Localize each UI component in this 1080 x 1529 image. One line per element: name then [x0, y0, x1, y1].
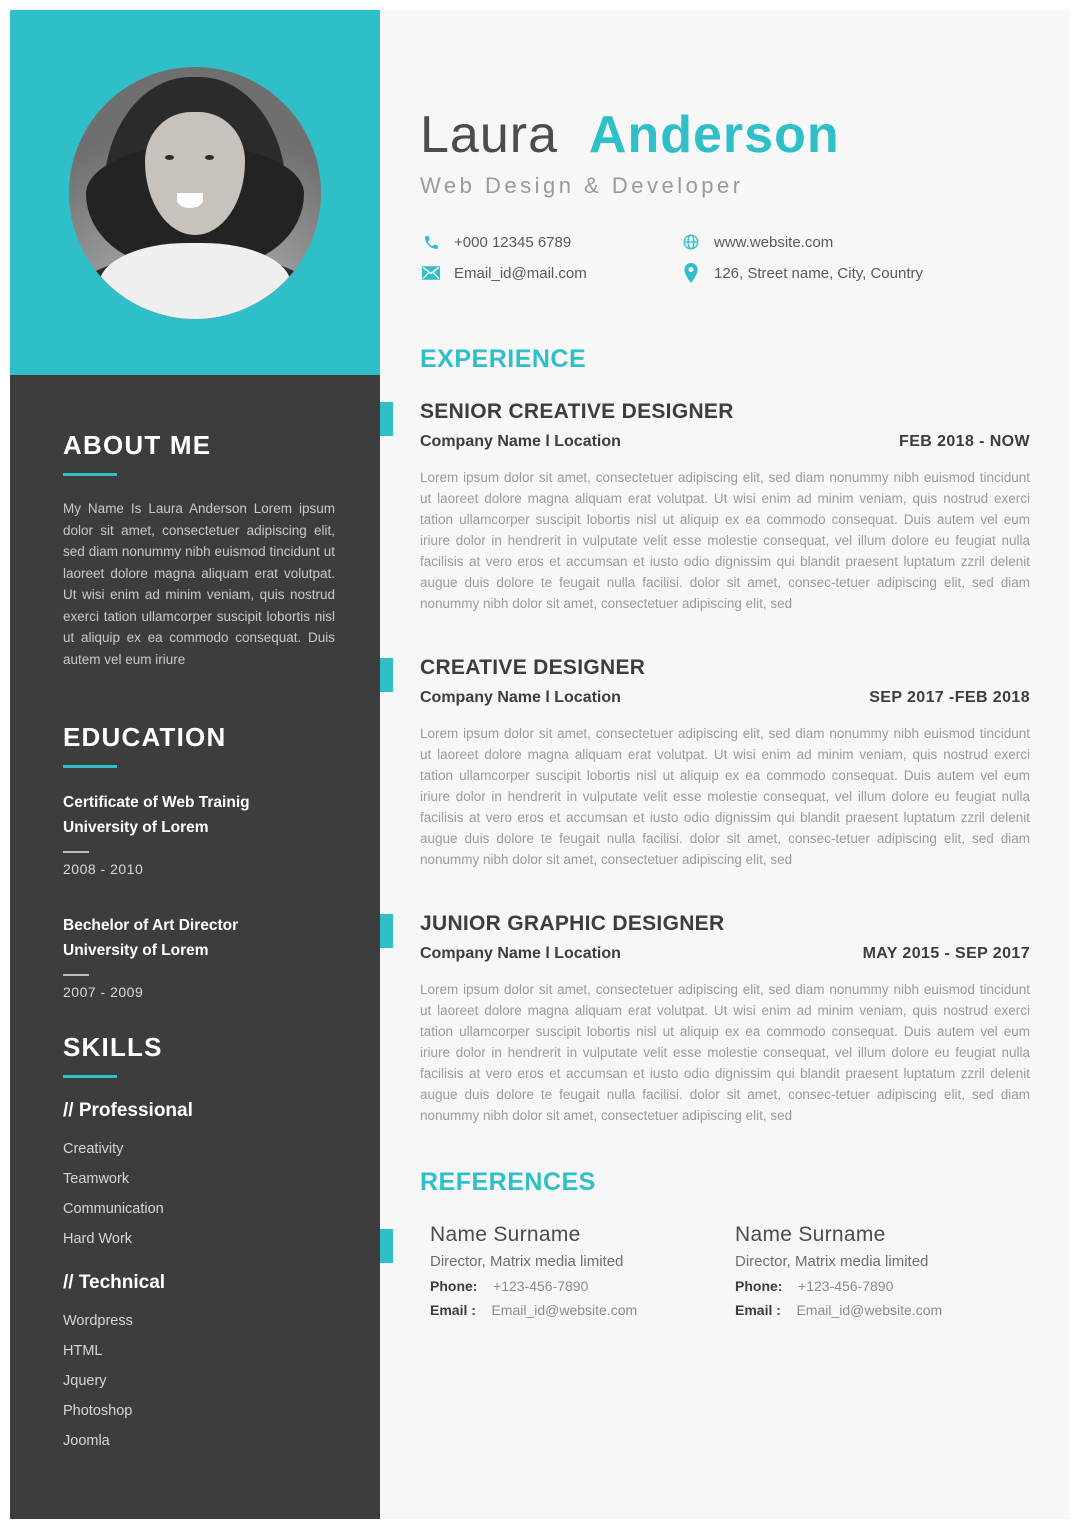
last-name: Anderson	[588, 106, 840, 164]
skill-item: HTML	[63, 1343, 103, 1359]
experience-title: EXPERIENCE	[420, 345, 587, 373]
reference-email	[430, 1302, 725, 1318]
job-description: Lorem ipsum dolor sit amet, consectetuer adipiscing elit, sed diam nonummy nibh euismod tincidunt ut laoreet dolore magna aliquam erat volutpat. Ut wisi enim ad minim veniam, quis nostrud exerci tation ullamcorper suscipit lobortis nisl ut aliquip ex ea commodo consequat. Duis autem vel eum iriure dolor in hendrerit in vulputate velit esse molestie consequat, vel illum dolore eu feugiat nulla facilisis at vero eros et accumsan et iusto odio dignissim qui blandit praesent luptatum zzril delenit augue duis dolore te feugait nulla facilisi. dolor sit amet, consec-tetuer adipiscing elit, sed diam nonummy nibh dolor sit amet, consectetuer adipiscing elit, sed	[420, 470, 1030, 611]
section-rule	[63, 765, 117, 768]
contact-value: www.website.com	[714, 233, 834, 251]
contact-value: Email_id@mail.com	[454, 264, 587, 282]
skill-item: Creativity	[63, 1141, 124, 1157]
reference-email-label: Email :	[735, 1302, 781, 1318]
reference-role: Director, Matrix media limited	[735, 1253, 929, 1270]
reference-phone	[430, 1278, 725, 1294]
photo-banner	[10, 10, 380, 375]
accent-tab	[380, 658, 393, 692]
reference-email-label: Email :	[430, 1302, 476, 1318]
contact-list	[420, 233, 1070, 283]
skills-section	[63, 1032, 335, 1456]
reference-item	[420, 1223, 725, 1318]
contact-value: +000 12345 6789	[454, 233, 572, 251]
phone-icon	[420, 234, 442, 251]
skill-item: Photoshop	[63, 1403, 133, 1419]
reference-phone	[735, 1278, 1030, 1294]
contact-value: 126, Street name, City, Country	[714, 264, 923, 282]
reference-item	[725, 1223, 1030, 1318]
reference-role: Director, Matrix media limited	[430, 1253, 624, 1270]
about-section	[63, 430, 335, 670]
skill-item: Teamwork	[63, 1171, 130, 1187]
experience-item	[420, 912, 1030, 1126]
reference-phone-label: Phone:	[735, 1278, 783, 1294]
about-title: ABOUT ME	[63, 430, 212, 460]
skill-item: Wordpress	[63, 1313, 133, 1329]
education-item	[63, 913, 335, 1000]
skill-item: Jquery	[63, 1373, 107, 1389]
section-rule	[63, 473, 117, 476]
contact-email[interactable]	[420, 263, 680, 283]
education-title: EDUCATION	[63, 722, 227, 752]
contact-phone[interactable]	[420, 233, 680, 251]
education-years: 2007 - 2009	[63, 984, 144, 1000]
job-role: CREATIVE DESIGNER	[420, 656, 646, 679]
skills-title: SKILLS	[63, 1032, 163, 1062]
accent-tab	[380, 1229, 393, 1263]
job-description: Lorem ipsum dolor sit amet, consectetuer adipiscing elit, sed diam nonummy nibh euismod tincidunt ut laoreet dolore magna aliquam erat volutpat. Ut wisi enim ad minim veniam, quis nostrud exerci tation ullamcorper suscipit lobortis nisl ut aliquip ex ea commodo consequat. Duis autem vel eum iriure dolor in hendrerit in vulputate velit esse molestie consequat, vel illum dolore eu feugiat nulla facilisis at vero eros et accumsan et iusto odio dignissim qui blandit praesent luptatum zzril delenit augue duis dolore te feugait nulla facilisi. dolor sit amet, consec-tetuer adipiscing elit, sed diam nonummy nibh dolor sit amet, consectetuer adipiscing elit, sed	[420, 726, 1030, 867]
reference-email-value: Email_id@website.com	[491, 1302, 638, 1318]
education-degree: Bechelor of Art Director	[63, 917, 239, 934]
sidebar	[10, 10, 380, 1519]
reference-phone-label: Phone:	[430, 1278, 478, 1294]
job-role: SENIOR CREATIVE DESIGNER	[420, 400, 734, 423]
accent-tab	[380, 402, 393, 436]
job-description: Lorem ipsum dolor sit amet, consectetuer adipiscing elit, sed diam nonummy nibh euismod tincidunt ut laoreet dolore magna aliquam erat volutpat. Ut wisi enim ad minim veniam, quis nostrud exerci tation ullamcorper suscipit lobortis nisl ut aliquip ex ea commodo consequat. Duis autem vel eum iriure dolor in hendrerit in vulputate velit esse molestie consequat, vel illum dolore eu feugiat nulla facilisis at vero eros et accumsan et iusto odio dignissim qui blandit praesent luptatum zzril delenit augue duis dolore te feugait nulla facilisi. dolor sit amet, consec-tetuer adipiscing elit, sed diam nonummy nibh dolor sit amet, consectetuer adipiscing elit, sed	[420, 982, 1030, 1123]
job-company: Company Name l Location	[420, 689, 621, 706]
reference-phone-value: +123-456-7890	[798, 1278, 894, 1294]
education-school: University of Lorem	[63, 819, 209, 836]
location-pin-icon	[680, 263, 702, 283]
body-sections	[380, 345, 1070, 1318]
reference-phone-value: +123-456-7890	[493, 1278, 589, 1294]
education-school: University of Lorem	[63, 942, 209, 959]
envelope-icon	[420, 266, 442, 280]
about-text: My Name Is Laura Anderson Lorem ipsum dolor sit amet, consectetuer adipiscing elit, sed diam nonummy nibh euismod tincidunt ut laoreet dolore magna aliquam erat volutpat. Ut wisi enim ad minim veniam, quis nostrud exerci tation ullamcorper suscipit lobortis nisl ut aliquip ex ea commodo consequat. Duis autem vel eum iriure	[63, 501, 335, 667]
header	[380, 10, 1070, 283]
reference-email	[735, 1302, 1030, 1318]
main-content	[380, 10, 1070, 1519]
contact-address[interactable]	[680, 263, 1070, 283]
reference-name: Name Surname	[430, 1223, 581, 1246]
references-list	[420, 1223, 1030, 1318]
experience-item	[420, 400, 1030, 614]
portrait-photo	[69, 67, 321, 319]
accent-tab	[380, 914, 393, 948]
skill-item: Hard Work	[63, 1231, 133, 1247]
job-dates: SEP 2017 -FEB 2018	[869, 689, 1030, 706]
avatar	[69, 67, 321, 319]
job-dates: FEB 2018 - NOW	[899, 433, 1030, 450]
education-section	[63, 722, 335, 1000]
divider	[63, 974, 89, 976]
divider	[63, 851, 89, 853]
page-title	[420, 105, 1070, 165]
education-degree: Certificate of Web Trainig	[63, 794, 250, 811]
job-company: Company Name l Location	[420, 945, 621, 962]
job-company: Company Name l Location	[420, 433, 621, 450]
globe-icon	[680, 233, 702, 251]
skill-item: Communication	[63, 1201, 164, 1217]
skill-item: Joomla	[63, 1433, 110, 1449]
job-role: JUNIOR GRAPHIC DESIGNER	[420, 912, 725, 935]
reference-email-value: Email_id@website.com	[796, 1302, 943, 1318]
contact-website[interactable]	[680, 233, 1070, 251]
education-years: 2008 - 2010	[63, 861, 144, 877]
job-dates: MAY 2015 - SEP 2017	[862, 945, 1030, 962]
education-item	[63, 790, 335, 877]
section-rule	[63, 1075, 117, 1078]
experience-item	[420, 656, 1030, 870]
skills-group-professional: // Professional	[63, 1100, 193, 1121]
skills-group-technical: // Technical	[63, 1272, 166, 1293]
reference-name: Name Surname	[735, 1223, 886, 1246]
references-title: REFERENCES	[420, 1168, 596, 1196]
job-title: Web Design & Developer	[420, 173, 744, 198]
first-name: Laura	[420, 106, 558, 164]
